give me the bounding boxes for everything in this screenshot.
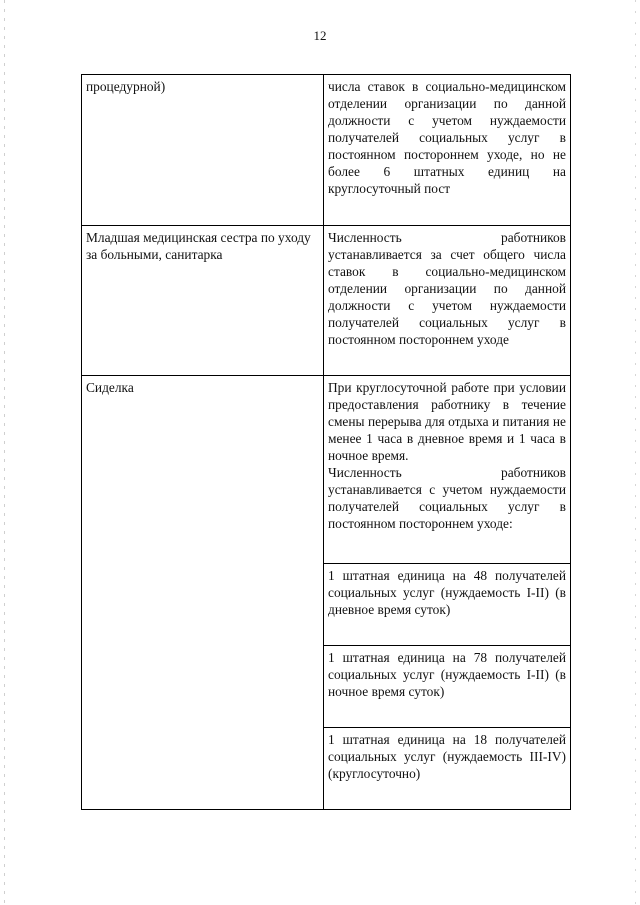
- description-text: Численность работников устанавливается с учетом нуждаемости получателей социальных услуг в постоянном постороннем уходе:: [328, 465, 566, 531]
- scan-edge-left: [4, 0, 5, 905]
- norm-cell: 1 штатная единица на 78 получателей социальных услуг (нуждаемость I-II) (в ночное время суток): [324, 646, 571, 728]
- norm-cell: 1 штатная единица на 18 получателей социальных услуг (нуждаемость III-IV) (круглосуточно): [324, 728, 571, 810]
- norm-cell: 1 штатная единица на 48 получателей социальных услуг (нуждаемость I-II) (в дневное время суток): [324, 564, 571, 646]
- description-text: При круглосуточной работе при условии предоставления работнику в течение смены перерыва для отдыха и питания не менее 1 часа в дневное время и 1 часа в ночное время.: [328, 380, 566, 463]
- position-cell: процедурной): [82, 75, 324, 226]
- table-row: [82, 376, 571, 564]
- table-row: [82, 75, 571, 226]
- page-number: 12: [313, 28, 327, 43]
- position-cell: Сиделка: [82, 376, 324, 810]
- description-text: Численность работников устанавливается за счет общего числа ставок в социально-медицинском отделении организации по данной должности с учетом нуждаемости получателей социальных услуг в постоянном постороннем уходе: [328, 230, 566, 347]
- description-text: числа ставок в социально-медицинском отделении организации по данной должности с учетом нуждаемости получателей социальных услуг в постоянном постороннем уходе, но не более 6 штатных единиц на круглосуточный пост: [328, 79, 566, 196]
- description-cell: [324, 75, 571, 226]
- description-cell: [324, 376, 571, 564]
- position-cell: Младшая медицинская сестра по уходу за больными, санитарка: [82, 226, 324, 376]
- staffing-table: [81, 74, 571, 810]
- table-row: [82, 226, 571, 376]
- description-cell: [324, 226, 571, 376]
- scan-edge-right: [635, 0, 636, 905]
